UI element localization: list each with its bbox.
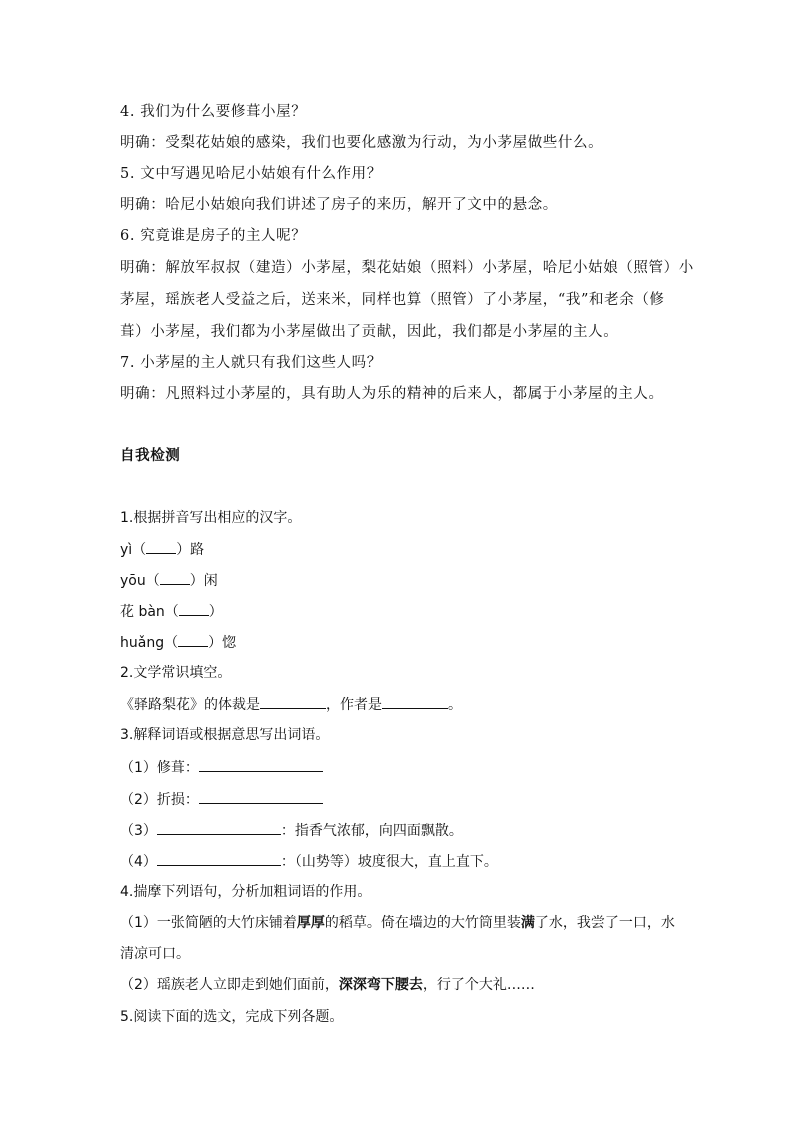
answer-blank[interactable]: [199, 789, 323, 804]
answer-blank[interactable]: [157, 820, 281, 835]
definition: ：指香气浓郁，向四面飘散。: [280, 823, 463, 839]
exercise-1-item-3: [120, 601, 223, 622]
exercise-3-item-1: [120, 757, 323, 778]
definition: ：（山势等）坡度很大，直上直下。: [280, 854, 498, 870]
answer-4: 明确：受梨花姑娘的感染，我们也要化感激为行动，为小茅屋做些什么。: [120, 135, 604, 151]
word-label: （2）折损：: [120, 792, 199, 808]
exercise-2-prompt: 2.文学常识填空。: [120, 665, 232, 681]
question-5: 5. 文中写遇见哈尼小姑娘有什么作用？: [120, 166, 382, 182]
author-blank[interactable]: [382, 694, 448, 709]
sentence-text: 的稻草。倚在墙边的大竹筒里装: [324, 915, 521, 931]
pinyin-label: yōu（: [120, 573, 160, 589]
answer-6-line-2: 茅屋，瑶族老人受益之后，送来米，同样也算（照管）了小茅屋，“我”和老余（修: [120, 292, 665, 308]
question-6: 6. 究竟谁是房子的主人呢？: [120, 228, 307, 244]
item-suffix: ）路: [176, 542, 205, 558]
exercise-5-prompt: 5.阅读下面的选文，完成下列各题。: [120, 1009, 344, 1025]
author-label: ，作者是: [326, 697, 382, 713]
sentence-text: （2）瑶族老人立即走到她们面前，: [120, 977, 339, 993]
exercise-3-item-2: [120, 789, 323, 810]
sentence-text: 了水，我尝了一口，水: [534, 915, 675, 931]
pinyin-label: yì（: [120, 542, 147, 558]
sentence-end: 。: [448, 697, 462, 713]
exercise-1-item-1: [120, 539, 204, 560]
answer-blank[interactable]: [157, 851, 281, 866]
bold-word: 深深弯下腰去: [338, 977, 423, 993]
exercise-2-text: [120, 694, 462, 715]
exercise-4-sentence-2: [120, 975, 535, 995]
item-number: （4）: [120, 854, 157, 870]
exercise-1-item-4: [120, 632, 236, 653]
answer-blank[interactable]: [179, 601, 209, 616]
exercise-3-item-4: [120, 851, 498, 872]
question-7: 7. 小茅屋的主人就只有我们这些人吗？: [120, 355, 382, 371]
item-suffix: ）闲: [189, 573, 218, 589]
exercise-4-sentence-1-cont: 清凉可口。: [120, 946, 190, 962]
sentence-text: ，行了个大礼……: [422, 977, 535, 993]
exercise-3-item-3: [120, 820, 463, 841]
pinyin-label: huǎng（: [120, 635, 179, 651]
answer-6-line-3: 葺）小茅屋，我们都为小茅屋做出了贡献，因此，我们都是小茅屋的主人。: [120, 324, 619, 340]
question-4: 4. 我们为什么要修葺小屋？: [120, 104, 307, 120]
answer-blank[interactable]: [146, 539, 176, 554]
word-label: （1）修葺：: [120, 760, 199, 776]
item-suffix: ）: [208, 604, 223, 620]
item-number: （3）: [120, 823, 157, 839]
answer-7: 明确：凡照料过小茅屋的，具有助人为乐的精神的后来人，都属于小茅屋的主人。: [120, 386, 664, 402]
exercise-4-sentence-1: [120, 913, 675, 933]
answer-blank[interactable]: [160, 570, 190, 585]
bold-word: 厚厚: [296, 915, 325, 931]
section-title: 自我检测: [120, 447, 181, 464]
exercise-4-prompt: 4.揣摩下列语句，分析加粗词语的作用。: [120, 884, 372, 900]
exercise-3-prompt: 3.解释词语或根据意思写出词语。: [120, 727, 330, 743]
answer-blank[interactable]: [178, 632, 208, 647]
item-suffix: ）惚: [208, 635, 237, 651]
answer-5: 明确：哈尼小姑娘向我们讲述了房子的来历，解开了文中的悬念。: [120, 197, 558, 213]
answer-blank[interactable]: [199, 757, 323, 772]
exercise-1-prompt: 1.根据拼音写出相应的汉字。: [120, 510, 302, 526]
bold-word: 满: [520, 915, 535, 931]
answer-6-line-1: 明确：解放军叔叔（建造）小茅屋，梨花姑娘（照料）小茅屋，哈尼小姑娘（照管）小: [120, 260, 694, 276]
genre-label: 《驿路梨花》的体裁是: [120, 697, 260, 713]
pinyin-label: 花 bàn（: [120, 604, 179, 620]
sentence-text: （1）一张简陋的大竹床铺着: [120, 915, 297, 931]
genre-blank[interactable]: [260, 694, 326, 709]
exercise-1-item-2: [120, 570, 218, 591]
